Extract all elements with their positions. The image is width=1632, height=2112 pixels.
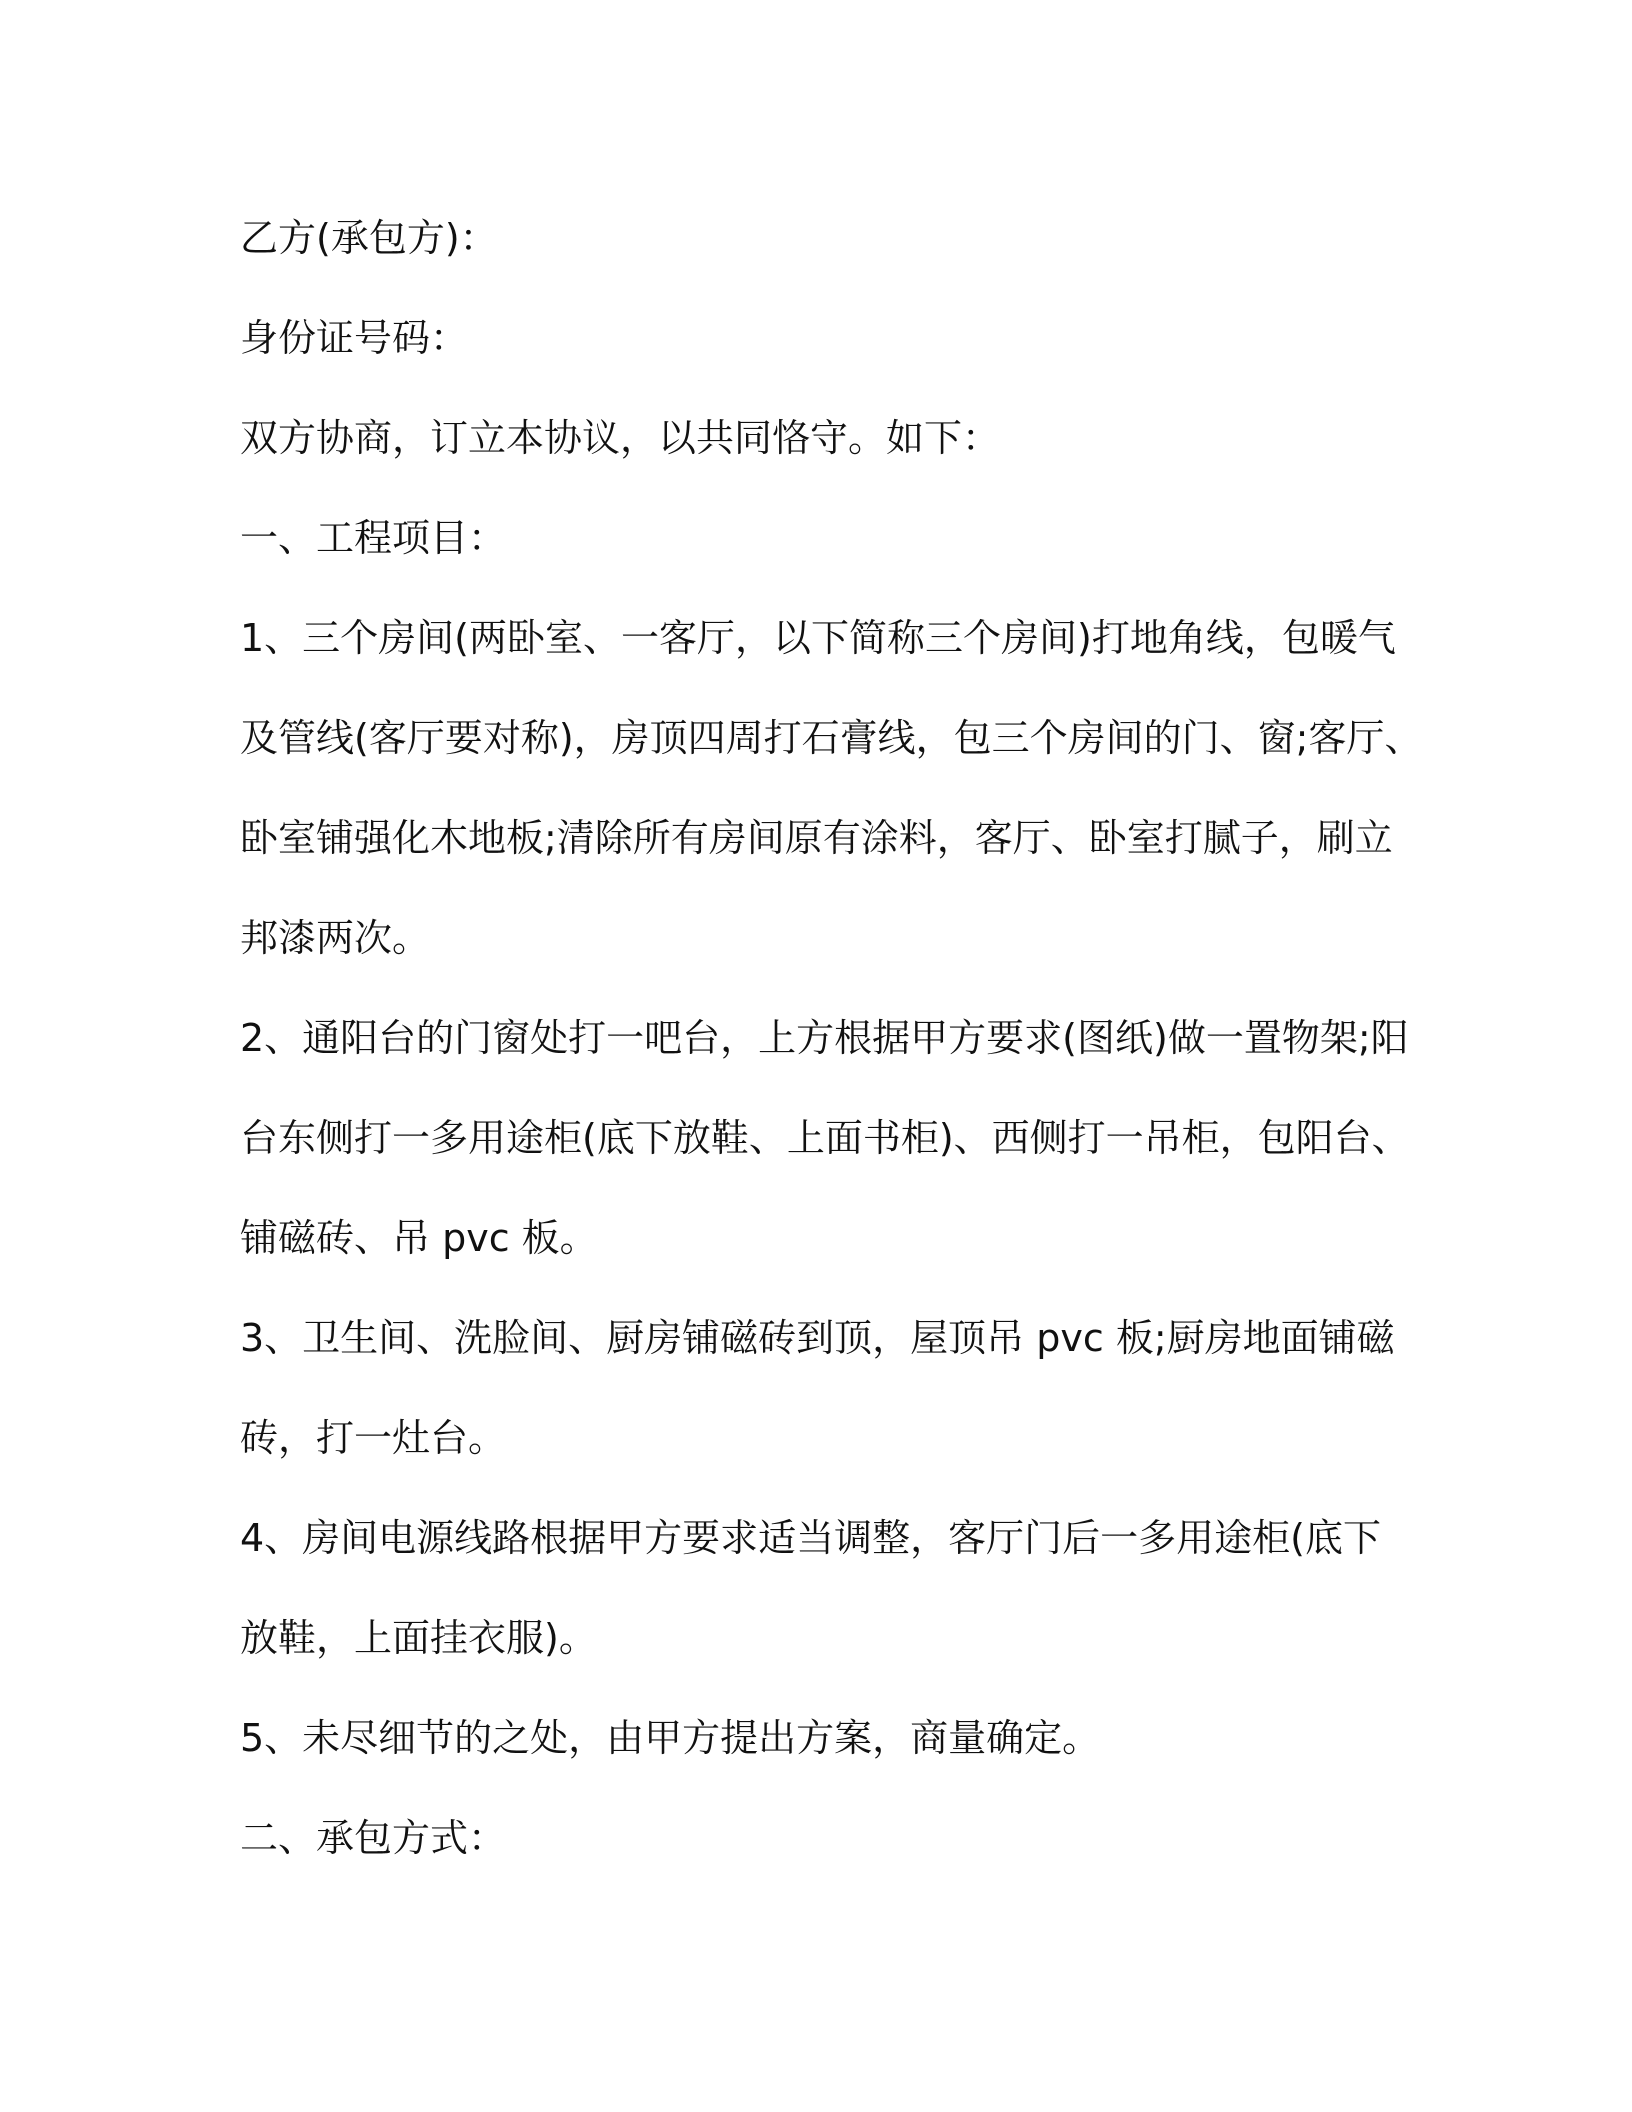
item-4-line-2: 放鞋，上面挂衣服)。 (240, 1616, 597, 1660)
section-heading-contract-method: 二、承包方式： (240, 1816, 507, 1860)
item-4-line-1: 4、房间电源线路根据甲方要求适当调整，客厅门后一多用途柜(底下 (240, 1516, 1382, 1560)
item-5: 5、未尽细节的之处，由甲方提出方案，商量确定。 (240, 1716, 1101, 1760)
item-2-line-1: 2、通阳台的门窗处打一吧台，上方根据甲方要求(图纸)做一置物架;阳 (240, 1016, 1409, 1060)
item-1-line-1: 1、三个房间(两卧室、一客厅，以下简称三个房间)打地角线，包暖气 (240, 616, 1396, 660)
item-1-line-2: 及管线(客厅要对称)，房顶四周打石膏线，包三个房间的门、窗;客厅、 (240, 716, 1423, 760)
id-number-label: 身份证号码： (240, 316, 469, 360)
item-3-line-1: 3、卫生间、洗脸间、厨房铺磁砖到顶，屋顶吊 pvc 板;厨房地面铺磁 (240, 1316, 1395, 1360)
item-1-line-4: 邦漆两次。 (240, 916, 431, 960)
agreement-intro: 双方协商，订立本协议，以共同恪守。如下： (240, 416, 1001, 460)
section-heading-project: 一、工程项目： (240, 516, 507, 560)
item-2-line-3: 铺磁砖、吊 pvc 板。 (240, 1216, 598, 1260)
item-3-line-2: 砖，打一灶台。 (240, 1416, 507, 1460)
party-b-label: 乙方(承包方)： (240, 216, 498, 260)
document-body (240, 188, 1423, 1888)
item-1-line-3: 卧室铺强化木地板;清除所有房间原有涂料，客厅、卧室打腻子，刷立 (240, 816, 1393, 860)
item-2-line-2: 台东侧打一多用途柜(底下放鞋、上面书柜)、西侧打一吊柜，包阳台、 (240, 1116, 1410, 1160)
